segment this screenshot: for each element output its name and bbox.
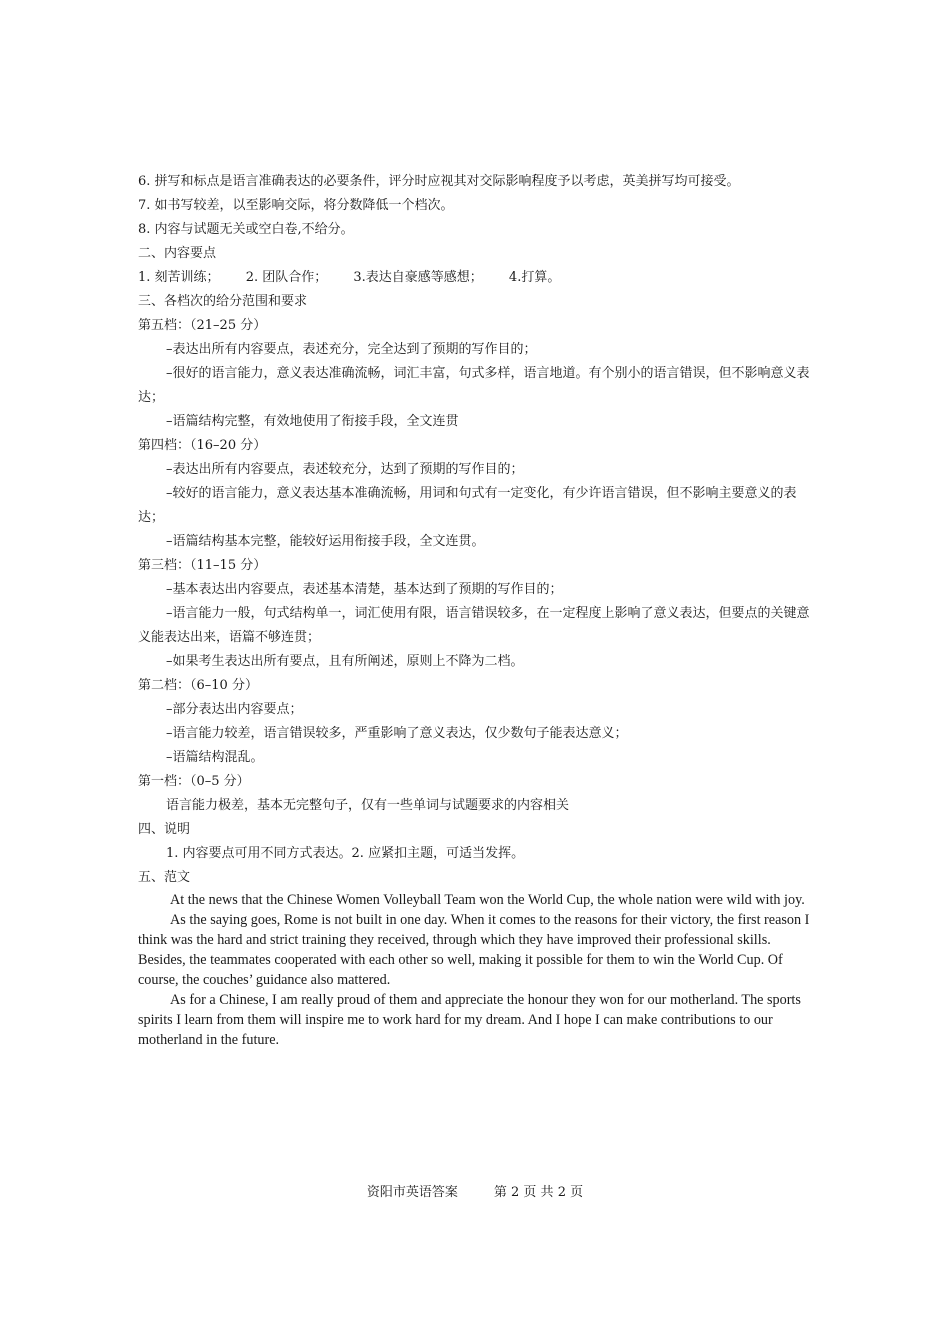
model-essay-paragraph: At the news that the Chinese Women Volleyball Team won the World Cup, the whole nation were wild with joy.: [170, 892, 805, 908]
grade-4-item: –语篇结构基本完整，能较好运用衔接手段，全文连贯。: [166, 534, 485, 549]
page-number: 第 2 页 共 2 页: [493, 1185, 584, 1200]
content-point: 3.表达自豪感等感想；: [353, 270, 483, 285]
grade-2-item: –语篇结构混乱。: [166, 750, 264, 765]
grade-1-title: 第一档：（0–5 分）: [138, 774, 250, 789]
model-essay-paragraph: As the saying goes, Rome is not built in one day. When it comes to the reasons for their victory, the first reason I think was the hard and strict training they received, through which they have improved their professional skills. Besides, the teammates cooperated with each other so well, making it possible for them to win the World Cup. Of course, the couches’ guidance also mattered.: [138, 912, 810, 988]
grade-3-item: –基本表达出内容要点，表述基本清楚，基本达到了预期的写作目的；: [166, 582, 563, 597]
grade-5-item: –很好的语言能力，意义表达准确流畅，词汇丰富，句式多样，语言地道。有个别小的语言错误，但不影响意义表达；: [138, 366, 810, 405]
grade-3-item: –如果考生表达出所有要点，且有所阐述，原则上不降为二档。: [166, 654, 524, 669]
grade-2-item: –部分表达出内容要点；: [166, 702, 303, 717]
grade-3-item: –语言能力一般，句式结构单一，词汇使用有限，语言错误较多，在一定程度上影响了意义表达，但要点的关键意义能表达出来，语篇不够连贯；: [138, 606, 810, 645]
rule-6: 6. 拼写和标点是语言准确表达的必要条件，评分时应视其对交际影响程度予以考虑，英美拼写均可接受。: [138, 174, 740, 189]
content-point: 4.打算。: [508, 270, 561, 285]
grade-2-item: –语言能力较差，语言错误较多，严重影响了意义表达，仅少数句子能表达意义；: [166, 726, 628, 741]
grade-4-item: –较好的语言能力，意义表达基本准确流畅，用词和句式有一定变化，有少许语言错误，但不影响主要意义的表达；: [138, 486, 797, 525]
grade-5-item: –表达出所有内容要点，表述充分，完全达到了预期的写作目的；: [166, 342, 537, 357]
grade-5-title: 第五档：（21–25 分）: [138, 318, 267, 333]
rule-7: 7. 如书写较差，以至影响交际，将分数降低一个档次。: [138, 198, 454, 213]
answer-content: [138, 170, 814, 1050]
content-point: 2. 团队合作；: [245, 270, 328, 285]
section-4-heading: 四、说明: [138, 822, 191, 837]
rule-8: 8. 内容与试题无关或空白卷,不给分。: [138, 222, 354, 237]
content-points: [138, 266, 814, 290]
grade-2-title: 第二档：（6–10 分）: [138, 678, 258, 693]
grade-4-title: 第四档：（16–20 分）: [138, 438, 267, 453]
grade-4-item: –表达出所有内容要点，表述较充分，达到了预期的写作目的；: [166, 462, 524, 477]
model-essay-paragraph: As for a Chinese, I am really proud of them and appreciate the honour they won for our motherland. The sports spirits I learn from them will inspire me to work hard for my dream. And I hope I can make contributions to our motherland in the future.: [138, 992, 801, 1048]
grade-3-title: 第三档：（11–15 分）: [138, 558, 267, 573]
grade-1-item: 语言能力极差，基本无完整句子，仅有一些单词与试题要求的内容相关: [166, 798, 570, 813]
section-5-heading: 五、范文: [138, 870, 191, 885]
page-footer: [0, 1181, 950, 1200]
footer-title: 资阳市英语答案: [366, 1185, 458, 1200]
content-point: 1. 刻苦训练；: [138, 270, 220, 285]
section-3-heading: 三、各档次的给分范围和要求: [138, 294, 308, 309]
section-4-text: 1. 内容要点可用不同方式表达。2. 应紧扣主题，可适当发挥。: [166, 846, 525, 861]
section-2-heading: 二、内容要点: [138, 246, 217, 261]
grade-5-item: –语篇结构完整，有效地使用了衔接手段，全文连贯: [166, 414, 459, 429]
